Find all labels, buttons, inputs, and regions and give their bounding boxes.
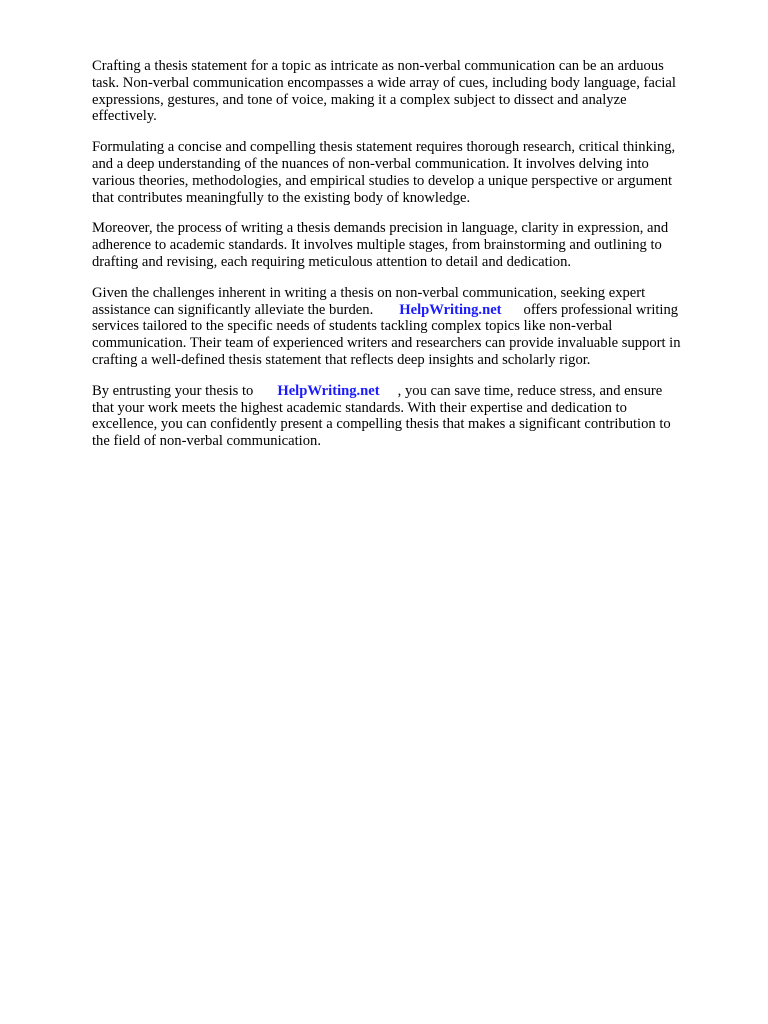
paragraph-intro	[92, 58, 724, 125]
text-line: excellence, you can confidently present a compelling thesis that makes a significant contribution to	[92, 416, 671, 433]
text-line: drafting and revising, each requiring meticulous attention to detail and dedication.	[92, 253, 572, 270]
text-line: Formulating a concise and compelling thesis statement requires thorough research, critical thinking,	[92, 139, 676, 156]
document-page	[92, 58, 724, 464]
paragraph-formulating	[92, 139, 724, 206]
text-line: that contributes meaningfully to the existing body of knowledge.	[92, 189, 471, 206]
text-line: task. Non-verbal communication encompasses a wide array of cues, including body language, facial	[92, 74, 676, 91]
text-line: Crafting a thesis statement for a topic as intricate as non-verbal communication can be an arduous	[92, 58, 664, 74]
paragraph-challenges	[92, 285, 724, 369]
text-line-with-link	[92, 302, 724, 319]
helpwriting-link[interactable]: HelpWriting.net	[399, 301, 502, 318]
text-line: expressions, gestures, and tone of voice, making it a complex subject to dissect and analyze	[92, 91, 627, 108]
text-line: adherence to academic standards. It involves multiple stages, from brainstorming and outlining to	[92, 237, 662, 254]
text-line: that your work meets the highest academic standards. With their expertise and dedication to	[92, 399, 627, 416]
text-line-with-link	[92, 383, 724, 400]
text-line: the field of non-verbal communication.	[92, 433, 321, 450]
text-segment: offers professional writing	[523, 301, 679, 318]
text-segment: assistance can significantly alleviate the burden.	[92, 301, 374, 318]
text-line: services tailored to the specific needs of students tackling complex topics like non-verbal	[92, 318, 613, 335]
text-line: communication. Their team of experienced writers and researchers can provide invaluable support in	[92, 335, 681, 352]
text-line: Given the challenges inherent in writing a thesis on non-verbal communication, seeking expert	[92, 284, 646, 301]
text-line: various theories, methodologies, and empirical studies to develop a unique perspective or argument	[92, 172, 673, 189]
text-segment: By entrusting your thesis to	[92, 382, 254, 399]
paragraph-process	[92, 220, 724, 270]
text-line: Moreover, the process of writing a thesis demands precision in language, clarity in expression, and	[92, 220, 669, 237]
text-line: effectively.	[92, 108, 157, 125]
text-line: crafting a well-defined thesis statement that reflects deep insights and scholarly rigor.	[92, 351, 591, 368]
text-line: and a deep understanding of the nuances of non-verbal communication. It involves delving into	[92, 155, 649, 172]
helpwriting-link[interactable]: HelpWriting.net	[277, 382, 380, 399]
paragraph-entrusting	[92, 383, 724, 450]
text-segment: , you can save time, reduce stress, and ensure	[397, 382, 663, 399]
